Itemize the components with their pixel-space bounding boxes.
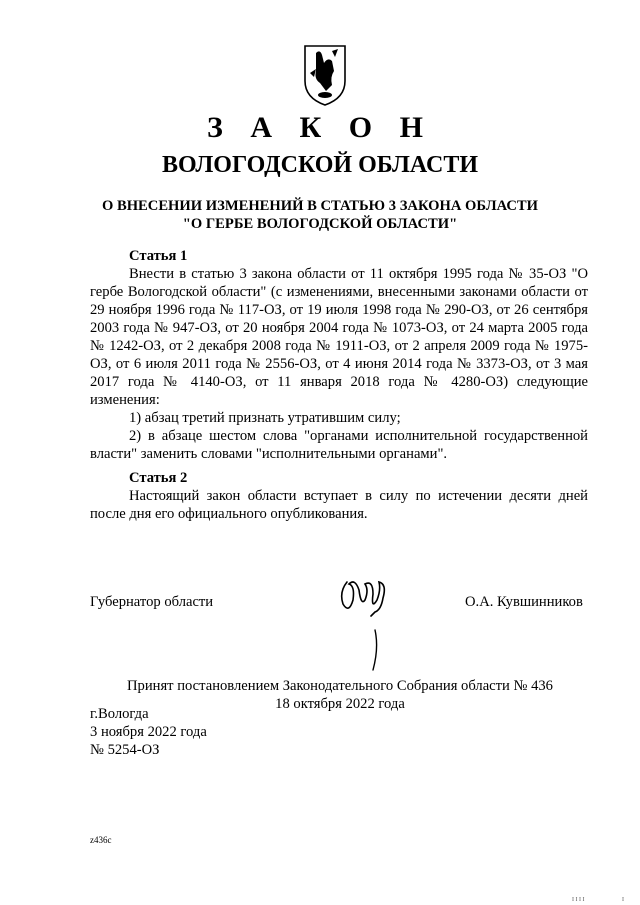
law-number: № 5254-ОЗ — [90, 742, 160, 758]
vologda-coat-of-arms-icon — [302, 43, 348, 107]
article-2-body — [90, 487, 588, 523]
print-mark-right: I — [622, 897, 624, 903]
document-subtitle: ВОЛОГОДСКОЙ ОБЛАСТИ — [161, 152, 479, 178]
place-date-block — [90, 705, 207, 759]
city: г.Вологда — [90, 706, 149, 722]
article-2-heading: Статья 2 — [129, 470, 188, 486]
article-1-body — [90, 265, 588, 463]
print-marks: I I I I — [572, 897, 585, 903]
handwritten-signature — [335, 570, 395, 675]
article-1-item-2: 2) в абзаце шестом слова "органами исполнительной государственной власти" заменить словами "исполнительными органами". — [90, 428, 588, 462]
document-subject — [70, 197, 570, 233]
signing-date: 3 ноября 2022 года — [90, 724, 207, 740]
signatory-position: Губернатор области — [90, 594, 214, 610]
article-1-heading: Статья 1 — [129, 248, 188, 264]
document-title: З А К О Н — [207, 111, 433, 144]
subject-line-2: "О ГЕРБЕ ВОЛОГОДСКОЙ ОБЛАСТИ" — [182, 216, 458, 232]
article-1-item-1: 1) абзац третий признать утратившим силу; — [129, 410, 401, 426]
adoption-line-2: 18 октября 2022 года — [275, 696, 405, 712]
article-2-paragraph: Настоящий закон области вступает в силу по истечении десяти дней после дня его официального опубликования. — [90, 488, 588, 522]
adoption-line-1: Принят постановлением Законодательного Собрания области № 436 — [127, 678, 553, 694]
signatory-name: О.А. Кувшинников — [465, 594, 583, 610]
article-1-paragraph: Внести в статью 3 закона области от 11 октября 1995 года № 35-ОЗ "О гербе Вологодской области" (с изменениями, внесенными законами области от 29 ноября 1996 года № 117-ОЗ, от 19 июля 1998 года № 290-ОЗ, от 26 сентября 2003 года № 947-ОЗ, от 20 ноября 2004 года № 1073-ОЗ, от 24 марта 2005 года № 1242-ОЗ, от 2 декабря 2008 года № 1911-ОЗ, от 2 апреля 2009 года № 1975-ОЗ, от 6 июля 2011 года № 2556-ОЗ, от 4 июня 2014 года № 3373-ОЗ, от 3 мая 2017 года № 4140-ОЗ, от 11 января 2018 года № 4280-ОЗ) следующие изменения: — [90, 266, 588, 408]
document-code: z436c — [90, 835, 112, 845]
subject-line-1: О ВНЕСЕНИИ ИЗМЕНЕНИЙ В СТАТЬЮ 3 ЗАКОНА ОБЛАСТИ — [101, 198, 539, 214]
